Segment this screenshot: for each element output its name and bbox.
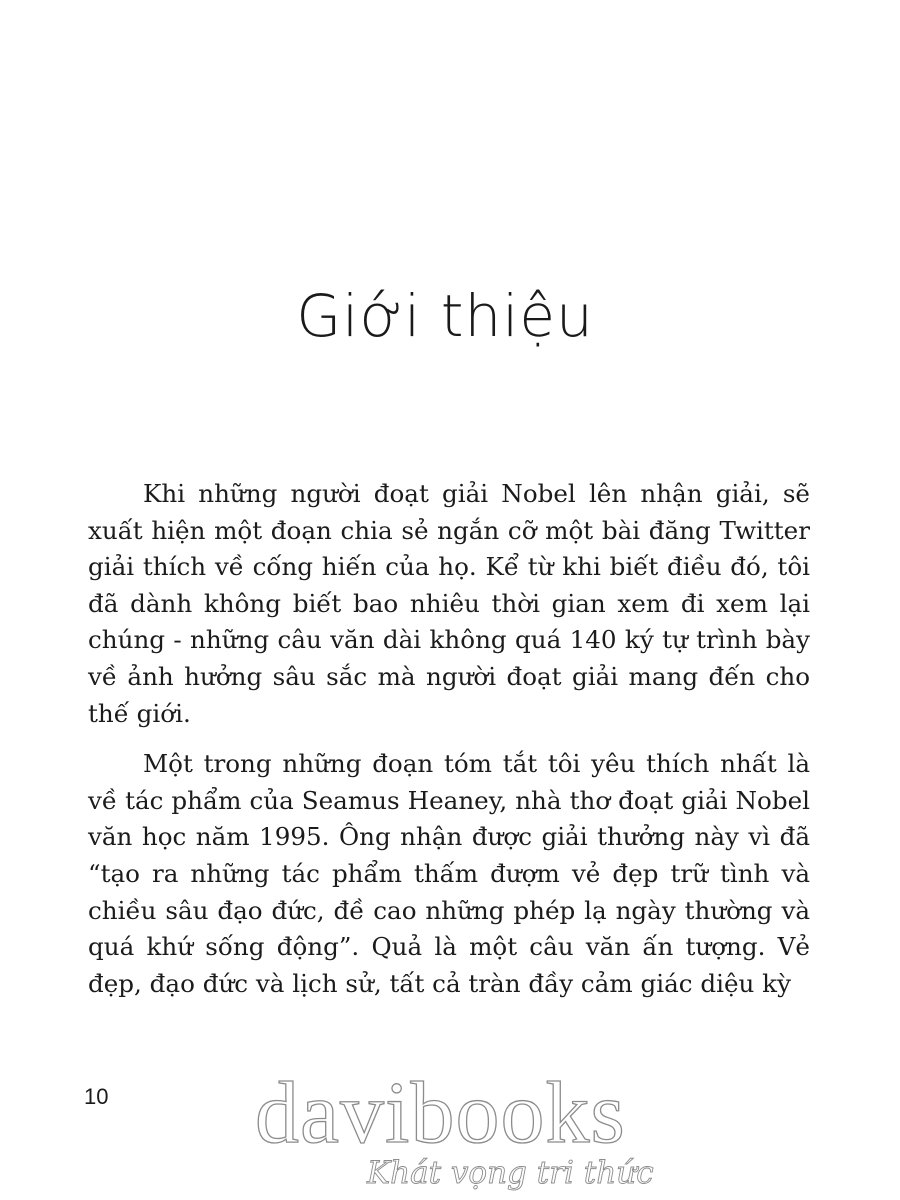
chapter-title: Giới thiệu bbox=[296, 282, 594, 350]
watermark-brand: davibooks bbox=[255, 1065, 626, 1162]
body-text bbox=[88, 476, 810, 1002]
watermark bbox=[255, 1065, 655, 1200]
paragraph-2: Một trong những đoạn tóm tắt tôi yêu thích nhất là về tác phẩm của Seamus Heaney, nhà thơ đoạt giải Nobel văn học năm 1995. Ông nhận được giải thưởng này vì đã “tạo ra những tác phẩm thấm đượm vẻ đẹp trữ tình và chiều sâu đạo đức, đề cao những phép lạ ngày thường và quá khứ sống động”. Quả là một câu văn ấn tượng. Vẻ đẹp, đạo đức và lịch sử, tất cả tràn đầy cảm giác diệu kỳ bbox=[88, 749, 810, 998]
page-number: 10 bbox=[84, 1084, 109, 1109]
watermark-tagline: Khát vọng tri thức bbox=[367, 1155, 654, 1191]
paragraph-1: Khi những người đoạt giải Nobel lên nhận giải, sẽ xuất hiện một đoạn chia sẻ ngắn cỡ một bài đăng Twitter giải thích về cống hiến của họ. Kể từ khi biết điều đó, tôi đã dành không biết bao nhiêu thời gian xem đi xem lại chúng - những câu văn dài không quá 140 ký tự trình bày về ảnh hưởng sâu sắc mà người đoạt giải mang đến cho thế giới. bbox=[88, 479, 810, 728]
